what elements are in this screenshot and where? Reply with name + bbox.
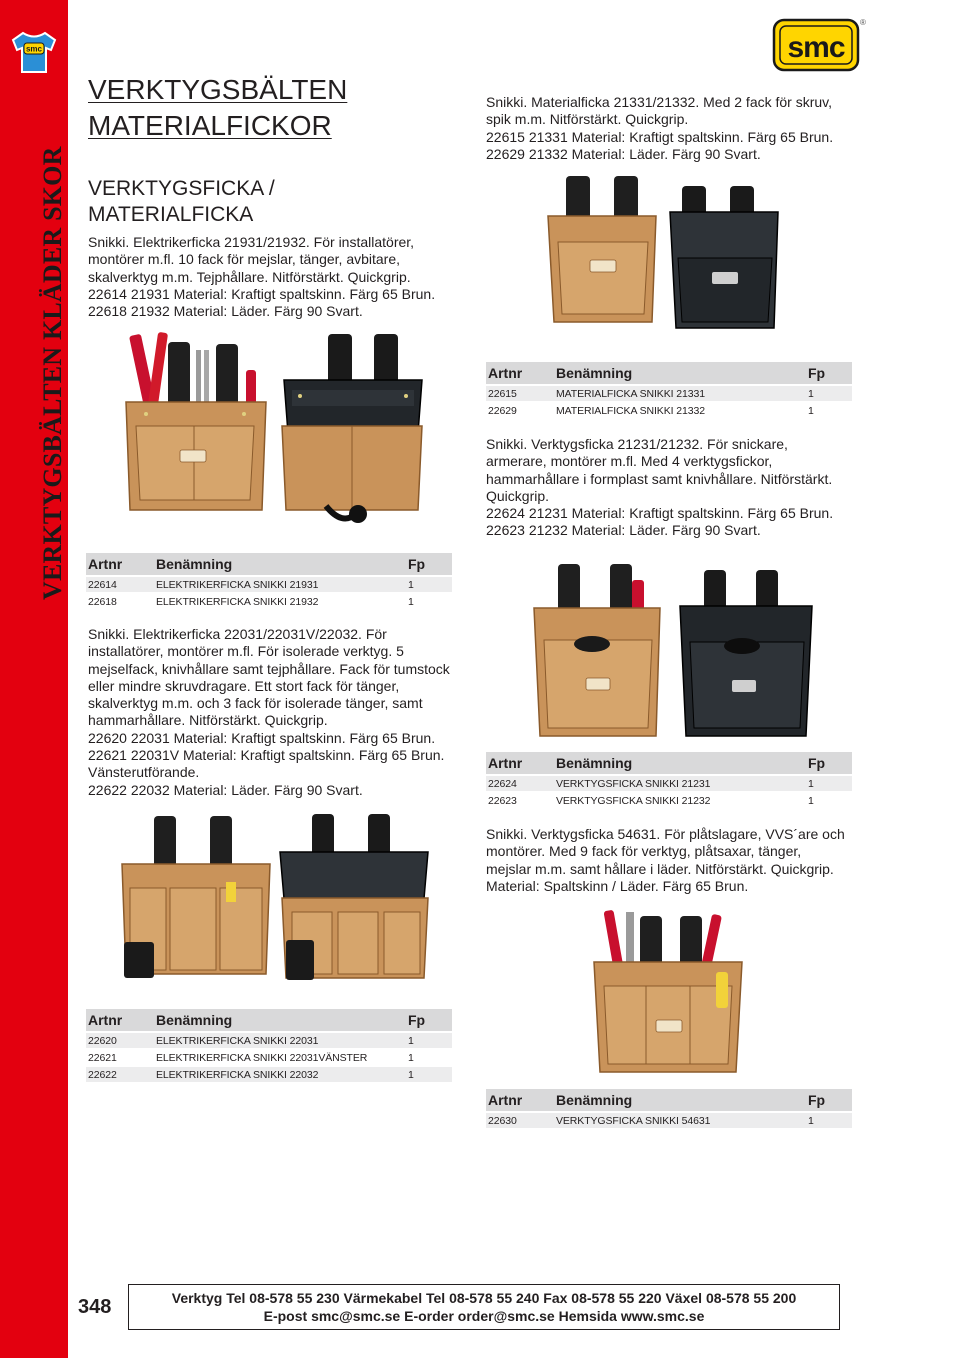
cell-artnr: 22614: [86, 575, 154, 592]
desc-line: Snikki. Verktygsficka 54631. För plåtslagare, VVS´are och: [486, 826, 845, 842]
col-artnr: Artnr: [86, 1009, 154, 1031]
table-row: [486, 774, 852, 791]
smc-tshirt-logo-icon: [9, 30, 59, 74]
cell-fp: 1: [406, 592, 452, 609]
cell-fp: 1: [406, 575, 452, 592]
desc-line: Snikki. Verktygsficka 21231/21232. För snickare,: [486, 436, 788, 452]
cell-artnr: 22623: [486, 791, 554, 808]
table-header-row: [486, 362, 852, 384]
main-logo-text: smc: [787, 31, 845, 64]
col-benamning: Benämning: [554, 362, 806, 384]
table-row: [86, 1031, 452, 1048]
cell-benamning: VERKTYGSFICKA SNIKKI 21232: [554, 791, 806, 808]
brown-pouch-image: [548, 176, 656, 322]
page-title-line1: VERKTYGSBÄLTEN: [88, 74, 348, 105]
product-table-21331: [486, 362, 852, 418]
table-row: [86, 1065, 452, 1082]
product-description-22031: [88, 626, 458, 799]
cell-benamning: ELEKTRIKERFICKA SNIKKI 21931: [154, 575, 406, 592]
registered-mark: ®: [860, 18, 866, 27]
brown-pouch-image: [126, 332, 266, 510]
desc-line: Vänsterutförande.: [88, 764, 200, 781]
desc-line: spik m.m. Nitförstärkt. Quickgrip.: [486, 111, 689, 128]
product-photo-elektrikerficka-21931: [116, 330, 432, 552]
cell-artnr: 22618: [86, 592, 154, 609]
smc-logo: [772, 16, 864, 72]
table-row: [86, 575, 452, 592]
footer-web-line: E-post smc@smc.se E-order order@smc.se Hemsida www.smc.se: [263, 1308, 705, 1324]
footer-phone-line: Verktyg Tel 08-578 55 230 Värmekabel Tel 08-578 55 240 Fax 08-578 55 220 Växel 08-578 55 200: [171, 1290, 797, 1306]
desc-line: skalverktyg m.m. och 3 fack för isolerade tänger, samt: [88, 695, 423, 712]
table-row: [486, 384, 852, 401]
cell-fp: 1: [806, 1111, 852, 1128]
black-pouch-image: [280, 814, 428, 980]
cell-fp: 1: [406, 1065, 452, 1082]
product-description-54631: [486, 826, 866, 895]
cell-artnr: 22624: [486, 774, 554, 791]
desc-line: hammarhållare i formplast samt knivhållare. Nitförstärkt.: [486, 470, 833, 487]
small-logo-text: smc: [25, 44, 43, 54]
section-title-line2: MATERIALFICKA: [88, 203, 254, 226]
product-photo-elektrikerficka-22031: [116, 812, 434, 988]
desc-line: 22629 21332 Material: Läder. Färg 90 Svart.: [486, 145, 761, 162]
brown-pouch-image: [594, 910, 742, 1072]
desc-line: Snikki. Materialficka 21331/21332. Med 2 fack för skruv,: [486, 94, 833, 110]
brown-pouch-image: [122, 816, 270, 978]
col-fp: Fp: [806, 752, 852, 774]
cell-benamning: ELEKTRIKERFICKA SNIKKI 22031VÄNSTER: [154, 1048, 406, 1065]
col-artnr: Artnr: [486, 1089, 554, 1111]
side-band-text: VERKTYGSBÄLTEN KLÄDER SKOR: [38, 146, 67, 600]
desc-line: eller mindre skruvdragare. Ett stort fack för tänger,: [88, 677, 400, 694]
product-table-21931: [86, 553, 452, 609]
cell-artnr: 22622: [86, 1065, 154, 1082]
desc-line: Snikki. Elektrikerficka 22031/22031V/22032. För: [88, 626, 387, 642]
black-pouch-image: [670, 186, 778, 328]
cell-fp: 1: [406, 1031, 452, 1048]
page-title: [88, 72, 347, 144]
col-benamning: Benämning: [554, 752, 806, 774]
cell-benamning: ELEKTRIKERFICKA SNIKKI 22031: [154, 1031, 406, 1048]
cell-benamning: MATERIALFICKA SNIKKI 21331: [554, 384, 806, 401]
desc-line: 22615 21331 Material: Kraftigt spaltskinn. Färg 65 Brun.: [486, 128, 834, 145]
col-artnr: Artnr: [86, 553, 154, 575]
desc-line: Material: Spaltskinn / Läder. Färg 65 Brun.: [486, 877, 749, 894]
product-description-21331: [486, 94, 866, 163]
desc-line: hammarhållare. Nitförstärkt. Quickgrip.: [88, 712, 328, 729]
cell-benamning: VERKTYGSFICKA SNIKKI 21231: [554, 774, 806, 791]
table-header-row: [486, 752, 852, 774]
black-pouch-image: [680, 570, 812, 736]
cell-artnr: 22615: [486, 384, 554, 401]
cell-benamning: MATERIALFICKA SNIKKI 21332: [554, 401, 806, 418]
cell-artnr: 22621: [86, 1048, 154, 1065]
desc-line: Quickgrip.: [486, 487, 550, 504]
col-artnr: Artnr: [486, 362, 554, 384]
cell-benamning: ELEKTRIKERFICKA SNIKKI 21932: [154, 592, 406, 609]
product-photo-materialficka-21331: [542, 172, 786, 344]
desc-line: 22624 21231 Material: Kraftigt spaltskinn. Färg 65 Brun.: [486, 505, 834, 522]
cell-fp: 1: [406, 1048, 452, 1065]
product-description-21931: [88, 234, 458, 320]
col-fp: Fp: [406, 553, 452, 575]
desc-line: 22618 21932 Material: Läder. Färg 90 Svart.: [88, 303, 363, 320]
col-benamning: Benämning: [154, 1009, 406, 1031]
table-row: [486, 791, 852, 808]
section-title: [88, 176, 275, 228]
desc-line: skalverktyg m.m. Tejphållare. Nitförstärkt. Quickgrip.: [88, 268, 411, 285]
desc-line: mejselfack, knivhållare samt tejphållare. Fack för tumstock: [88, 660, 450, 677]
table-header-row: [86, 1009, 452, 1031]
cell-artnr: 22620: [86, 1031, 154, 1048]
product-description-21231: [486, 436, 866, 540]
product-photo-verktygsficka-54631: [586, 908, 750, 1078]
desc-line: armerare, montörer m.fl. Med 4 verktygsfickor,: [486, 453, 773, 470]
black-pouch-image: [282, 334, 422, 523]
col-benamning: Benämning: [154, 553, 406, 575]
desc-line: montörer m.fl. 10 fack för mejslar, tänger, avbitare,: [88, 251, 401, 268]
cell-fp: 1: [806, 791, 852, 808]
table-row: [86, 1048, 452, 1065]
col-fp: Fp: [806, 362, 852, 384]
brown-pouch-image: [534, 564, 660, 736]
desc-line: 22622 22032 Material: Läder. Färg 90 Svart.: [88, 781, 363, 798]
desc-line: 22621 22031V Material: Kraftigt spaltskinn. Färg 65 Brun.: [88, 747, 445, 764]
page-title-line2: MATERIALFICKOR: [88, 110, 332, 141]
cell-benamning: VERKTYGSFICKA SNIKKI 54631: [554, 1111, 806, 1128]
col-fp: Fp: [406, 1009, 452, 1031]
cell-fp: 1: [806, 774, 852, 791]
cell-artnr: 22630: [486, 1111, 554, 1128]
desc-line: 22620 22031 Material: Kraftigt spaltskinn. Färg 65 Brun.: [88, 729, 436, 746]
table-header-row: [86, 553, 452, 575]
table-row: [86, 592, 452, 609]
desc-line: installatörer, montörer m.fl. För isolerade verktyg. 5: [88, 643, 404, 660]
product-table-21231: [486, 752, 852, 808]
desc-line: montörer. Med 9 fack för verktyg, plåtsaxar, tänger,: [486, 843, 802, 860]
col-artnr: Artnr: [486, 752, 554, 774]
cell-fp: 1: [806, 401, 852, 418]
desc-line: Snikki. Elektrikerficka 21931/21932. För installatörer,: [88, 234, 415, 250]
section-title-line1: VERKTYGSFICKA /: [88, 177, 275, 200]
col-benamning: Benämning: [554, 1089, 806, 1111]
table-header-row: [486, 1089, 852, 1111]
cell-benamning: ELEKTRIKERFICKA SNIKKI 22032: [154, 1065, 406, 1082]
desc-line: 22614 21931 Material: Kraftigt spaltskinn. Färg 65 Brun.: [88, 285, 436, 302]
cell-artnr: 22629: [486, 401, 554, 418]
product-table-54631: [486, 1089, 852, 1128]
col-fp: Fp: [806, 1089, 852, 1111]
table-row: [486, 1111, 852, 1128]
desc-line: mejslar m.m. samt hållare i läder. Nitförstärkt. Quickgrip.: [486, 860, 834, 877]
cell-fp: 1: [806, 384, 852, 401]
footer-contact-box: [128, 1284, 840, 1330]
table-row: [486, 401, 852, 418]
page-number: 348: [78, 1296, 112, 1318]
desc-line: 22623 21232 Material: Läder. Färg 90 Svart.: [486, 522, 761, 539]
product-photo-verktygsficka-21231: [528, 560, 818, 746]
product-table-22031: [86, 1009, 452, 1082]
